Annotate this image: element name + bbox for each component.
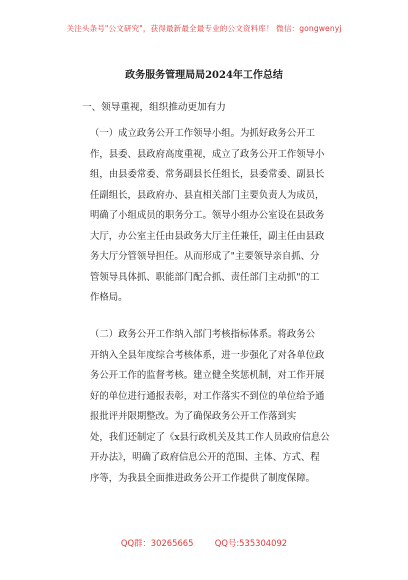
paragraph-line: 大厅，办公室主任由县政务大厅主任兼任，副主任由县政 (90, 230, 325, 242)
paragraph-line: 明确了小组成员的职务分工。领导小组办公室设在县政务 (90, 210, 325, 221)
paragraph-line: 务大厅分管领导担任。从而形成了"主要领导亲自抓、分 (90, 251, 320, 262)
header-promo-note: 关注头条号"公文研究"，获得最新最全最专业的公文资料库！ 微信：gongwenyj (66, 24, 342, 33)
paragraph-line: 作，县委、县政府高度重视，成立了政务公开工作领导小 (90, 148, 325, 160)
paragraph-line: （二）政务公开工作纳入部门考核指标体系。将政务公 (90, 329, 316, 340)
footer-qq-group: QQ群：30265665 (120, 538, 194, 548)
paragraph-line: 务公开工作的监督考核。建立健全奖惩机制，对工作开展 (90, 370, 325, 381)
paragraph-line: 开纳入全县年度综合考核体系，进一步强化了对各单位政 (90, 349, 325, 361)
paragraph-line: （一）成立政务公开工作领导小组。为抓好政务公开工 (90, 128, 316, 139)
footer-contact (0, 537, 408, 549)
footer-qq-number: QQ号:535304092 (214, 538, 288, 548)
paragraph-line: 组，由县委常委、常务副县长任组长，县委常委、副县长 (90, 169, 325, 180)
paragraph-line: 管领导具体抓、职能部门配合抓、责任部门主动抓"的工 (90, 271, 320, 283)
paragraph-line: 作格局。 (90, 292, 128, 303)
paragraph-line: 任副组长，县政府办、县直相关部门主要负责人为成员， (90, 189, 325, 201)
paragraph-1 (90, 124, 330, 309)
paragraph-line: 处，我们还制定了《x县行政机关及其工作人员政府信息公 (90, 431, 330, 443)
paragraph-line: 报批评并限期整改。为了确保政务公开工作落到实 (90, 411, 297, 422)
section-heading: 一、领导重视，组织推动更加有力 (82, 102, 226, 113)
document-title: 政务服务管理局局2024年工作总结 (125, 70, 283, 81)
paragraph-line: 序等，为我县全面推进政务公开工作提供了制度保障。 (90, 472, 316, 484)
paragraph-line: 好的单位进行通报表彰，对工作落实不到位的单位给予通 (90, 390, 325, 402)
paragraph-2 (90, 325, 330, 489)
paragraph-line: 开办法》，明确了政府信息公开的范围、主体、方式、程 (90, 452, 320, 463)
